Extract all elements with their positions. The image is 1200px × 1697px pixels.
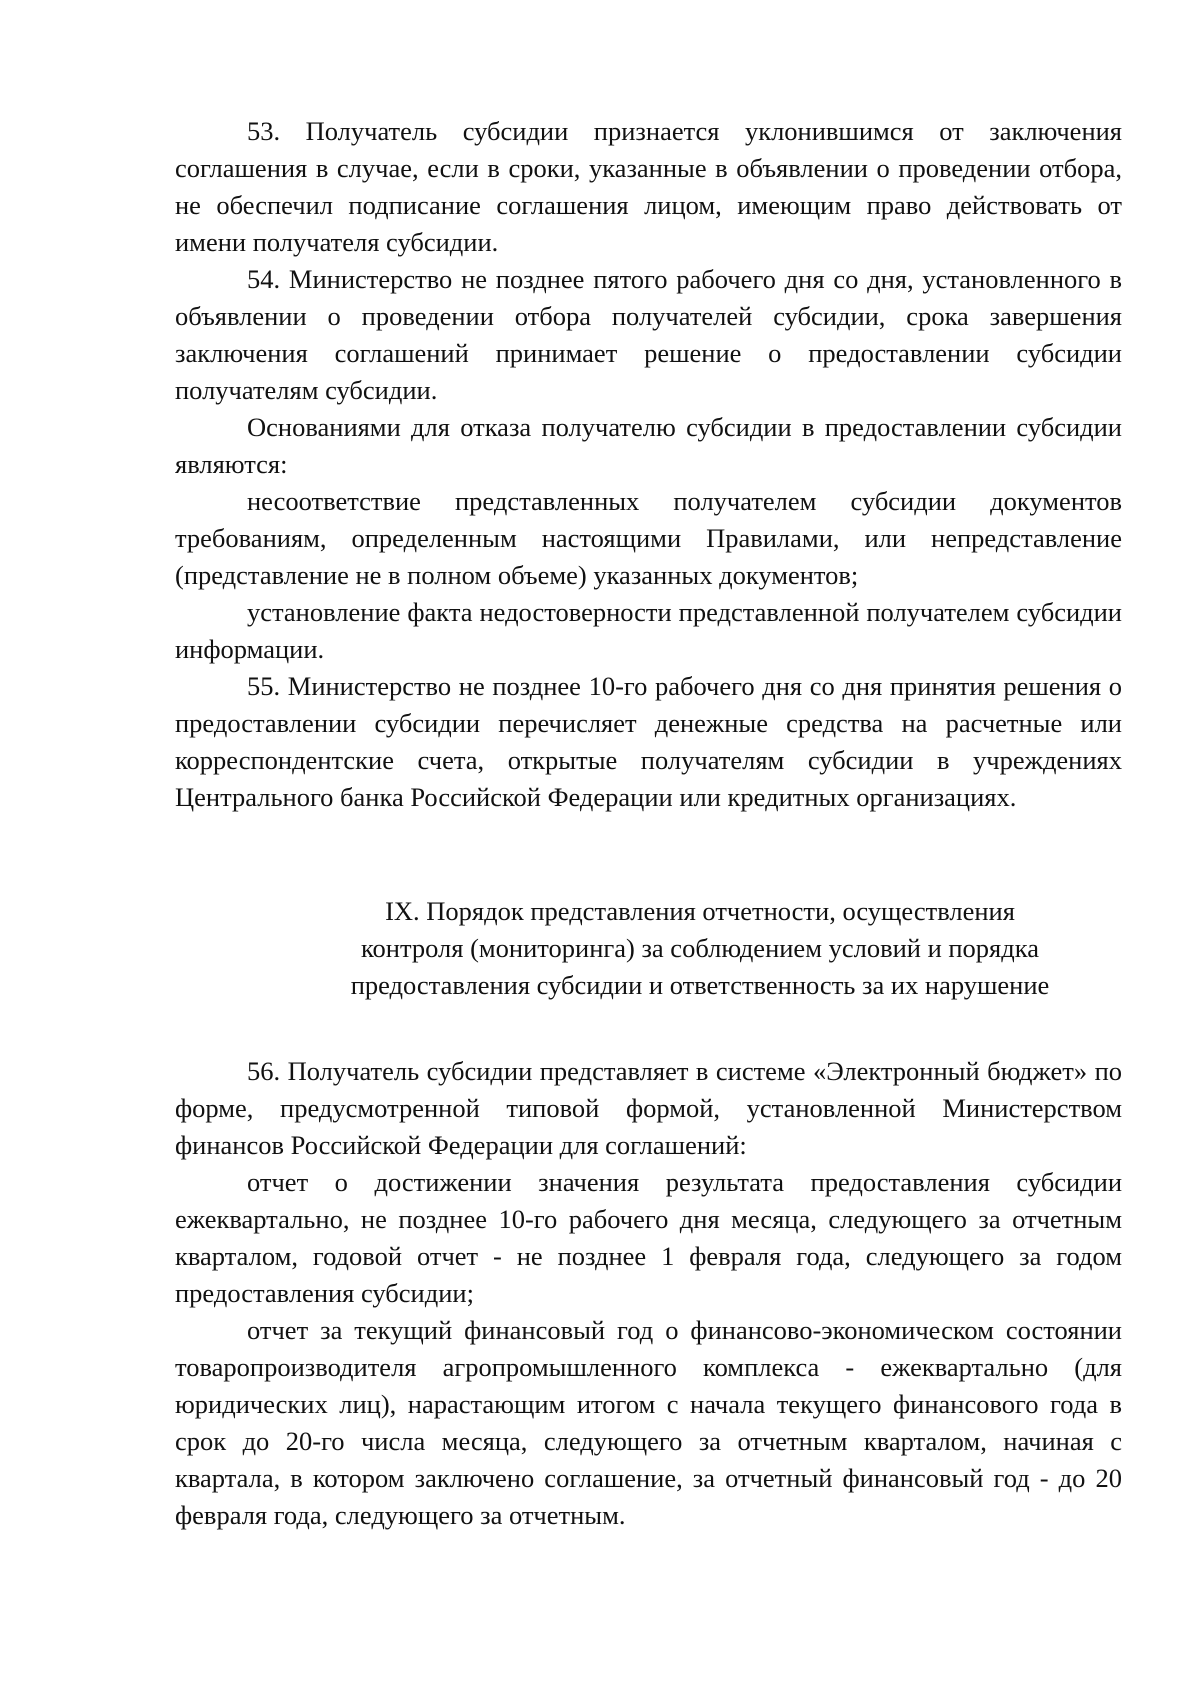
paragraph-55: 55. Министерство не позднее 10-го рабочего дня со дня принятия решения о предоставлении субсидии перечисляет денежные средства на расчетные или корреспондентские счета, открытые получателям субсидии в учреждениях Центрального банка Российской Федерации или кредитных организациях.: [175, 671, 1122, 812]
refusal-ground-documents: несоответствие представленных получателем субсидии документов требованиям, определенным настоящими Правилами, или непредставление (представление не в полном объеме) указанных документов;: [175, 486, 1122, 590]
paragraph-53: 53. Получатель субсидии признается уклонившимся от заключения соглашения в случае, если в сроки, указанные в объявлении о проведении отбора, не обеспечил подписание соглашения лицом, имеющим право действовать от имени получателя субсидии.: [175, 116, 1122, 257]
section-heading-line: IX. Порядок представления отчетности, осуществления: [385, 896, 1015, 926]
section-heading-line: контроля (мониторинга) за соблюдением условий и порядка: [361, 933, 1039, 963]
section-heading: [260, 893, 1140, 1004]
lower-text-block: [175, 1053, 1122, 1534]
section-heading-line: предоставления субсидии и ответственность за их нарушение: [350, 970, 1050, 1000]
paragraph-54: 54. Министерство не позднее пятого рабочего дня со дня, установленного в объявлении о проведении отбора получателей субсидии, срока завершения заключения соглашений принимает решение о предоставлении субсидии получателям субсидии.: [175, 264, 1122, 405]
upper-text-block: [175, 113, 1122, 816]
refusal-grounds-intro: Основаниями для отказа получателю субсидии в предоставлении субсидии являются:: [175, 412, 1122, 479]
refusal-ground-false-info: установление факта недостоверности представленной получателем субсидии информации.: [175, 597, 1122, 664]
paragraph-56: 56. Получатель субсидии представляет в системе «Электронный бюджет» по форме, предусмотренной типовой формой, установленной Министерством финансов Российской Федерации для соглашений:: [175, 1056, 1122, 1160]
financial-report-item: отчет за текущий финансовый год о финансово-экономическом состоянии товаропроизводителя агропромышленного комплекса - ежеквартально (для юридических лиц), нарастающим итогом с начала текущего финансового года в срок до 20-го числа месяца, следующего за отчетным кварталом, начиная с квартала, в котором заключено соглашение, за отчетный финансовый год - до 20 февраля года, следующего за отчетным.: [175, 1315, 1122, 1530]
quarterly-report-item: отчет о достижении значения результата предоставления субсидии ежеквартально, не позднее 10-го рабочего дня месяца, следующего за отчетным кварталом, годовой отчет - не позднее 1 февраля года, следующего за годом предоставления субсидии;: [175, 1167, 1122, 1308]
